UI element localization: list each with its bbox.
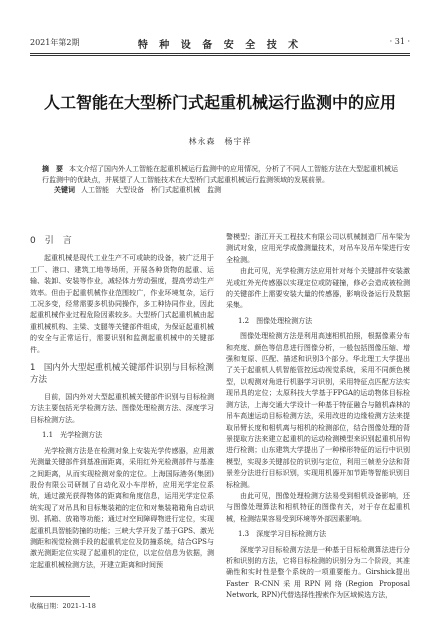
right-column <box>226 232 410 602</box>
abstract-text: 本文介绍了国内外人工智能在起重机械运行监测中的应用情况，分析了不同人工智能方法在大型起重机械运行监测中的优缺点，并展望了人工智能技术在大型桥门式起重机械运行监测领域的发展前景。 <box>42 165 398 184</box>
keywords-label: 关键词 <box>54 185 75 194</box>
keywords-text: 人工智能 大型设备 桥门式起重机械 监测 <box>81 186 221 194</box>
page-number: · 31 · <box>389 37 410 46</box>
running-header <box>30 37 410 51</box>
paragraph: 深度学习目标检测方法是一种基于目标检测算法进行分析和识别的方法，它将目标检测的识别分为二个阶段，其准确性和实时性是整个系统的一项重要能力。Girshick提出Faster R-CNN采用RPN网络(Region Proposal Network, RPN)代替选择性搜索作为区域候选方法， <box>226 545 410 600</box>
subsection-heading-1-2: 1.2 图像处理检测方法 <box>238 316 313 325</box>
journal-name: 特 种 设 备 安 全 技 术 <box>137 40 303 51</box>
paragraph: 图像处理检测方法是利用高速相机拍照，根据像素分布和亮度、颜色等信息进行图像分析，一般包括图像压缩、增强和复原、匹配、描述和识别3个部分。华北理工大学提出了关于起重机人机智能管控远动视觉系统，采用不同颜色模型，以观测对角进行机器学习识别，采用特征点匹配方法实现吊具的定位；太原科技大学基于FPGA的运动物体目标检测方法，上海交通大学设计一种基于特征融合与随机森林的吊车高速运动目标检测方法，采用改进的边缘检测方法来提取吊臂长度和相机离与相机的检测部位，结合图像处理的背景提取方法来建立起重机的运动检测模型来识别起重机吊钩进行检测；山东建筑大学提出了一种梯形特征的运行中识别模型，实现多关键部位的识别与定位，利用三帧差分法和背景差分法进行目标识别，实现用机器开加节距等智能识别目标检测。 <box>226 332 410 489</box>
authors: 林永森 杨宇祥 <box>188 137 252 146</box>
abstract-label: 摘 要 <box>42 164 63 173</box>
section-heading-intro: 0 引 言 <box>30 236 72 246</box>
paragraph: 起重机械是现代工业生产不可或缺的设备，被广泛用于工厂、港口、建筑工地等场所，开展各种货物的起重、运输、装卸、安装等作业，减轻体力劳动强度，提高劳动生产效率。但由于起重机械作业范围较广，作业环境复杂，运行工况多变，经常需要多机协同操作，多工种协同作业，因此起重机械作业过程危险因素较多。大型桥门式起重机械由起重机械机构、主梁、支腿等关键部件组成，为保证起重机械的安全与正常运行，需要识别和监测起重机械中的关键部件。 <box>30 254 214 354</box>
footnote-received-date: 收稿日期：2021-1-18 <box>30 602 96 610</box>
article-title: 人工智能在大型桥门式起重机械运行监测中的应用 <box>43 93 396 112</box>
header-rule-thick <box>30 53 410 54</box>
paragraph: 目前，国内外对大型起重机械关键部件识别与目标检测方法主要包括光学检测方法、图像处理检测方法、深度学习目标检测方法。 <box>30 393 214 424</box>
header-rule-thin <box>30 55 410 56</box>
keywords <box>54 185 398 195</box>
abstract <box>42 163 398 186</box>
paragraph: 警模型；浙江开天工程技术有限公司以机械制造厂吊车梁为测试对象，应用光学成像测量技术，对吊车及吊车梁进行安全检测。 <box>226 233 410 264</box>
subsection-heading-1-3: 1.3 深度学习目标检测方法 <box>238 530 327 539</box>
section-heading-1: 1 国内外大型起重机械关键部件识别与目标检测方法 <box>30 363 214 386</box>
footnote-rule <box>30 596 90 597</box>
paragraph: 光学检测方法是在检测对象上安装光学传感器，应用激光测量关键部件到基准面距离，采用红外光检测部件与基准之间距离，从而实现检测对象的定位。上海国际港务(集团)股份有限公司研制了自动化双小车岸桥，应用光学定位系统，通过激光获得物体的距离和角度信息，运用光学定位系统实现了对吊具和目标集装箱的定位和对集装箱箱角自动识别、抓箱、放箱等功能；通过对空间障碍物进行定位，实现起重机具智能防撞的功能；三峡大学开发了基于GPS、激光测距和视觉检测手段的起重机定位及防撞系统，结合GPS与激光测距定位实现了起重机的定位，以定位信息为依据，测定起重机械检测方法，开建立距离和时间预 <box>30 446 214 569</box>
issue-label: 2021年第2期 <box>30 38 80 47</box>
paragraph: 由此可见，光学检测方法应用针对每个关键部件安装激光或红外光传感器以实现定位或防碰撞，修必会造成被检测的关键部件上需要安装大量的传感器，影响设备运行及数据采集。 <box>226 267 410 310</box>
subsection-heading-1-1: 1.1 光学检测方法 <box>42 431 103 440</box>
left-column <box>30 230 214 571</box>
paragraph: 由此可见，图像处理检测方法易受到相机设备影响，还与图像处理算法和相机特征的图像有关，对于存在起重机械，检测结果容易受到环境等外部因素影响。 <box>226 491 410 523</box>
